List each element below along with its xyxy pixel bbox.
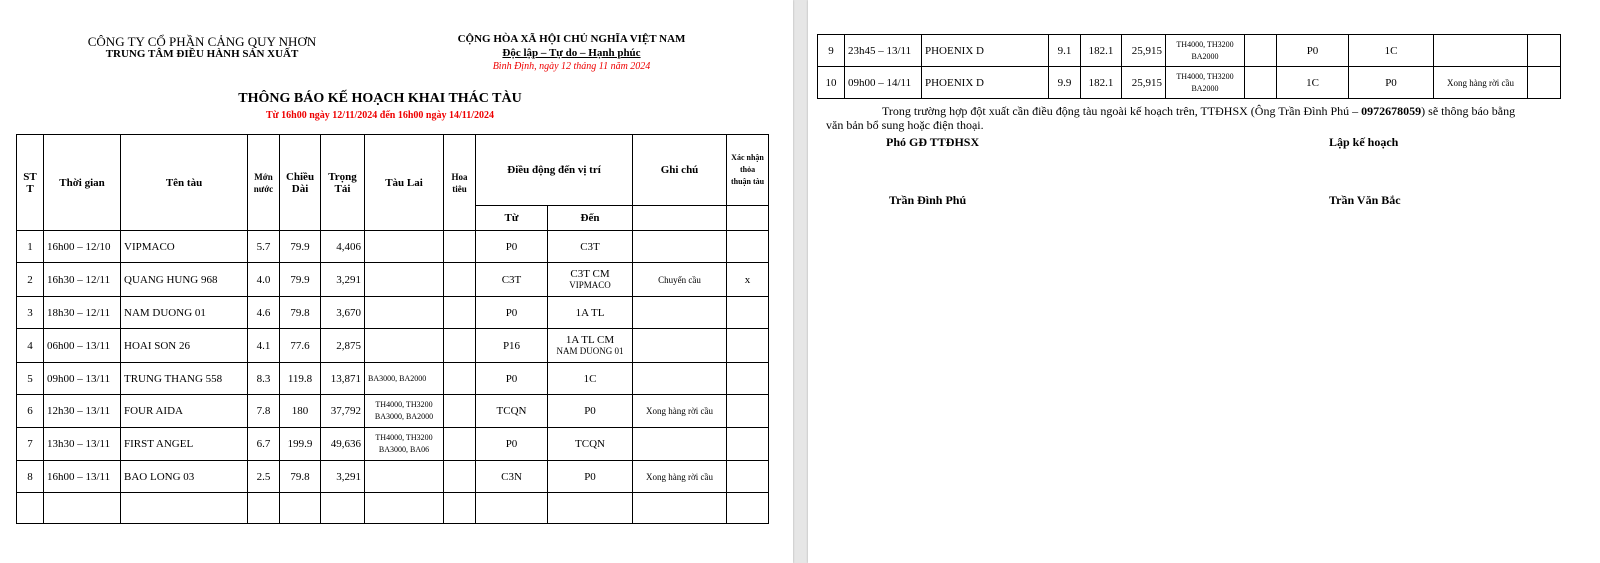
row-to (1349, 67, 1434, 99)
row-note (633, 428, 727, 461)
row-note: Xong hàng rời cầu (1434, 67, 1528, 99)
national-motto: Độc lập – Tự do – Hạnh phúc (502, 47, 641, 59)
row-tug-line2: BA3000, BA06 (378, 445, 430, 454)
row-tug (365, 231, 444, 263)
row-tonnage: 25,915 (1122, 35, 1166, 67)
row-tug-line2: BA2000 (1191, 51, 1219, 61)
row-tug-line2: BA2000 (1191, 83, 1219, 93)
ship-plan-table (16, 134, 769, 524)
row-ship-name: PHOENIX D (922, 35, 1049, 67)
row-to-main: C3T (580, 240, 600, 253)
row-tug-line1: TH4000, TH3200 (375, 400, 433, 409)
row-tonnage: 4,406 (321, 231, 365, 263)
row-tug (365, 329, 444, 363)
row-stt: 6 (17, 395, 44, 428)
table-row (818, 67, 1561, 99)
row-from: P0 (476, 297, 548, 329)
table-row (17, 297, 769, 329)
row-to-sub: VIPMACO (569, 280, 611, 290)
row-to (548, 428, 633, 461)
row-length: 79.8 (280, 461, 321, 493)
row-note: Xong hàng rời cầu (633, 395, 727, 428)
row-confirm (727, 395, 769, 428)
row-to-main: P0 (1385, 76, 1397, 89)
plan-period: Từ 16h00 ngày 12/11/2024 đến 16h00 ngày 14/11/2024 (266, 110, 494, 121)
row-pilot (1245, 67, 1277, 99)
row-pilot (444, 263, 476, 297)
signatory-right-role: Lập kế hoạch (1329, 135, 1399, 149)
row-tug (365, 428, 444, 461)
table-row (17, 329, 769, 363)
header-time: Thời gian (44, 135, 121, 231)
row-to-main: 1A TL (575, 306, 605, 319)
row-ship-name: BAO LONG 03 (121, 461, 248, 493)
row-time: 09h00 – 14/11 (845, 67, 922, 99)
row-tonnage: 49,636 (321, 428, 365, 461)
row-time: 09h00 – 13/11 (44, 363, 121, 395)
header-length: Chiều Dài (280, 135, 321, 231)
row-from: C3N (476, 461, 548, 493)
row-from: 1C (1277, 67, 1349, 99)
row-note: Xong hàng rời cầu (633, 461, 727, 493)
row-to (1349, 35, 1434, 67)
row-pilot (444, 395, 476, 428)
header-tug: Tàu Lai (365, 135, 444, 231)
row-length: 182.1 (1081, 67, 1122, 99)
row-stt: 7 (17, 428, 44, 461)
row-confirm (727, 329, 769, 363)
row-length: 79.9 (280, 263, 321, 297)
table-row (17, 461, 769, 493)
row-to (548, 395, 633, 428)
row-time: 16h00 – 13/11 (44, 461, 121, 493)
row-tug (365, 363, 444, 395)
header-move: Điều động đến vị trí (476, 135, 633, 206)
row-length: 180 (280, 395, 321, 428)
signatory-right-name: Trần Văn Bắc (1329, 193, 1401, 207)
row-pilot (444, 297, 476, 329)
row-tug-line1: BA3000, BA2000 (368, 373, 427, 383)
row-time: 12h30 – 13/11 (44, 395, 121, 428)
row-stt: 1 (17, 231, 44, 263)
row-confirm (1528, 67, 1561, 99)
ship-plan-table-continued (817, 34, 1561, 99)
document-title: THÔNG BÁO KẾ HOẠCH KHAI THÁC TÀU (238, 91, 522, 106)
row-length: 199.9 (280, 428, 321, 461)
row-tug (365, 461, 444, 493)
row-pilot (444, 363, 476, 395)
header-draft: Mớn nước (248, 135, 280, 231)
row-to-sub: NAM DUONG 01 (556, 346, 624, 356)
row-ship-name: VIPMACO (121, 231, 248, 263)
header-confirm-blank (727, 206, 769, 231)
row-confirm (727, 363, 769, 395)
footer-note (826, 104, 1526, 132)
signatory-left-role: Phó GĐ TTĐHSX (886, 135, 980, 149)
signatory-left-name: Trần Đình Phú (889, 193, 967, 207)
row-stt: 5 (17, 363, 44, 395)
row-ship-name: NAM DUONG 01 (121, 297, 248, 329)
row-tug-line1: TH4000, TH3200 (375, 433, 433, 442)
row-stt: 4 (17, 329, 44, 363)
row-confirm (727, 461, 769, 493)
table-row (17, 231, 769, 263)
row-pilot (1245, 35, 1277, 67)
row-to-main: 1A TL CM (565, 334, 615, 346)
row-to-main: C3T CM (570, 268, 610, 280)
row-stt: 9 (818, 35, 845, 67)
row-stt: 8 (17, 461, 44, 493)
table-row-empty (17, 493, 769, 524)
row-tug-line1: TH4000, TH3200 (1176, 71, 1234, 81)
row-to-main: 1C (583, 372, 597, 385)
row-to-main: 1C (1384, 44, 1398, 57)
row-time: 16h00 – 12/10 (44, 231, 121, 263)
row-to-main: P0 (584, 405, 596, 417)
row-note (633, 363, 727, 395)
contact-phone: 0972678059 (1361, 104, 1422, 118)
row-from: C3T (476, 263, 548, 297)
header-pilot: Hoa tiêu (444, 135, 476, 231)
row-confirm (1528, 35, 1561, 67)
header-stt: ST T (17, 135, 44, 231)
document-page-1 (0, 0, 793, 563)
nation-title: CỘNG HÒA XÃ HỘI CHỦ NGHĨA VIỆT NAM (457, 33, 686, 45)
row-ship-name: HOAI SON 26 (121, 329, 248, 363)
header-note: Ghi chú (633, 135, 727, 206)
row-confirm: x (727, 263, 769, 297)
row-ship-name: FIRST ANGEL (121, 428, 248, 461)
row-to (548, 363, 633, 395)
table-row (17, 428, 769, 461)
row-length: 119.8 (280, 363, 321, 395)
row-tonnage: 25,915 (1122, 67, 1166, 99)
row-draft: 4.1 (248, 329, 280, 363)
row-time: 06h00 – 13/11 (44, 329, 121, 363)
row-note: Chuyển cầu (633, 263, 727, 297)
row-time: 13h30 – 13/11 (44, 428, 121, 461)
row-from: P0 (476, 428, 548, 461)
row-tug (365, 395, 444, 428)
row-confirm (727, 231, 769, 263)
row-draft: 8.3 (248, 363, 280, 395)
row-note (1434, 35, 1528, 67)
center-name: TRUNG TÂM ĐIỀU HÀNH SẢN XUẤT (105, 48, 299, 60)
row-draft: 7.8 (248, 395, 280, 428)
footer-note-end: ) sẽ thông báo bằng văn bản bổ sung hoặc điện thoại. (826, 104, 1516, 132)
row-stt: 3 (17, 297, 44, 329)
row-tonnage: 2,875 (321, 329, 365, 363)
row-ship-name: PHOENIX D (922, 67, 1049, 99)
row-draft: 9.9 (1049, 67, 1081, 99)
row-from: P0 (476, 231, 548, 263)
header-from: Từ (476, 206, 548, 231)
row-from: P16 (476, 329, 548, 363)
row-tug-line1: TH4000, TH3200 (1176, 39, 1234, 49)
company-name: CÔNG TY CỔ PHẦN CẢNG QUY NHƠN (87, 34, 317, 49)
row-note (633, 231, 727, 263)
row-tug-line2: BA3000, BA2000 (374, 412, 434, 421)
table-row (17, 395, 769, 428)
footer-note-text: Trong trường hợp đột xuất cần điều động tàu ngoài kế hoạch trên, TTĐHSX (Ông Trần Đình Phú – (882, 104, 1362, 118)
row-tug (365, 297, 444, 329)
row-ship-name: QUANG HUNG 968 (121, 263, 248, 297)
row-tonnage: 3,291 (321, 461, 365, 493)
row-time: 18h30 – 12/11 (44, 297, 121, 329)
row-from: TCQN (476, 395, 548, 428)
row-pilot (444, 428, 476, 461)
header-to: Đến (548, 206, 633, 231)
row-from: P0 (1277, 35, 1349, 67)
header-tonnage: Trọng Tải (321, 135, 365, 231)
row-pilot (444, 329, 476, 363)
row-to (548, 461, 633, 493)
row-confirm (727, 297, 769, 329)
row-tug (1166, 67, 1245, 99)
row-to-main: TCQN (575, 438, 605, 450)
row-tonnage: 3,670 (321, 297, 365, 329)
document-dateline: Bình Định, ngày 12 tháng 11 năm 2024 (492, 61, 651, 72)
table-row (818, 35, 1561, 67)
table-row (17, 263, 769, 297)
row-time: 23h45 – 13/11 (845, 35, 922, 67)
row-tug (365, 263, 444, 297)
header-note-blank (633, 206, 727, 231)
row-draft: 4.6 (248, 297, 280, 329)
row-draft: 9.1 (1049, 35, 1081, 67)
row-length: 79.9 (280, 231, 321, 263)
header-confirm: Xác nhận thỏa thuận tàu (727, 135, 769, 206)
row-length: 77.6 (280, 329, 321, 363)
row-draft: 2.5 (248, 461, 280, 493)
row-to (548, 297, 633, 329)
header-ship: Tên tàu (121, 135, 248, 231)
row-tonnage: 3,291 (321, 263, 365, 297)
row-pilot (444, 231, 476, 263)
row-note (633, 329, 727, 363)
row-length: 182.1 (1081, 35, 1122, 67)
row-draft: 6.7 (248, 428, 280, 461)
row-tug (1166, 35, 1245, 67)
row-confirm (727, 428, 769, 461)
row-draft: 5.7 (248, 231, 280, 263)
row-ship-name: FOUR AIDA (121, 395, 248, 428)
row-stt: 2 (17, 263, 44, 297)
row-tonnage: 13,871 (321, 363, 365, 395)
row-draft: 4.0 (248, 263, 280, 297)
row-time: 16h30 – 12/11 (44, 263, 121, 297)
row-from: P0 (476, 363, 548, 395)
table-row (17, 363, 769, 395)
row-length: 79.8 (280, 297, 321, 329)
row-to (548, 329, 633, 363)
row-to-main: P0 (584, 470, 596, 483)
row-tonnage: 37,792 (321, 395, 365, 428)
row-pilot (444, 461, 476, 493)
row-stt: 10 (818, 67, 845, 99)
row-to (548, 231, 633, 263)
row-note (633, 297, 727, 329)
row-to (548, 263, 633, 297)
row-ship-name: TRUNG THANG 558 (121, 363, 248, 395)
